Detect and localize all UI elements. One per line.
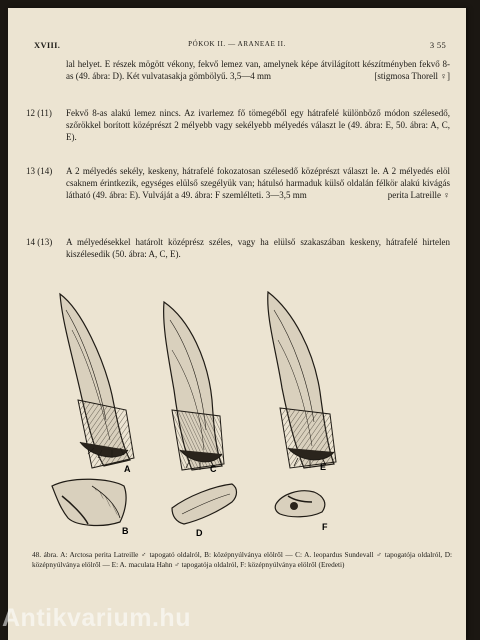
- entry-text: [66, 165, 450, 202]
- entry-result: perita Latreille ♀: [387, 190, 450, 201]
- entry-number: 12 (11): [26, 108, 52, 118]
- apophysis-drawing-d: [172, 484, 237, 524]
- entry-text: A mélyedésekkel határolt középrész széles, vagy ha elülső szakaszában keskeny, hátrafelé hirtelen kiszélesedik (50. ábra: A, C, E).: [66, 237, 450, 260]
- book-page: [8, 8, 466, 640]
- palp-drawing-c: [164, 302, 224, 470]
- palp-drawing-e: [268, 292, 336, 468]
- entry-text: Fekvő 8-as alakú lemez nincs. Az ivarlemez fő tömegéből egy hátrafelé különböző módon szélesedő, szőrökkel borított középrészt 2 mélyebb vagy sekélyebb mélyedés választ le (49. ábra: E, 50. ábra: A, C, E).: [66, 108, 450, 143]
- apophysis-drawing-b: [52, 479, 126, 525]
- key-entry-14: [26, 236, 450, 260]
- palp-drawing-a: [60, 294, 134, 468]
- key-entry-12: [26, 107, 450, 144]
- entry-text-body: A 2 mélyedés sekély, keskeny, hátrafelé fokozatosan szélesedő középrészt választ le. A 2 mélyedés elöl csaknem érintkezik, egységes elülső szegélyük van; hátulsó harmaduk külső oldalán félkör alakú kivágás látható (49. ábra: E). Vulváját a 49. ábra: F szemlélteti. 3—3,5 mm: [66, 166, 450, 201]
- figure-label-c: C: [210, 464, 217, 474]
- apophysis-drawing-f: [275, 491, 325, 517]
- entry-number: 14 (13): [26, 237, 53, 247]
- intro-paragraph: [66, 58, 450, 82]
- figure-label-b: B: [122, 526, 129, 536]
- key-entry-13: [26, 165, 450, 202]
- intro-text: lal helyet. E részek mögött vékony, fekvő lemez van, amelynek képe átvilágított készítményben fekvő 8-as (49. ábra: D). Két vulvatasakja gömbölyű. 3,5—4 mm: [66, 59, 450, 82]
- chapter-number: XVIII.: [34, 40, 61, 50]
- intro-result: [stigmosa Thorell ♀]: [374, 71, 450, 82]
- figure-label-d: D: [196, 528, 203, 538]
- figure-caption: 48. ábra. A: Arctosa perita Latreille ♂ tapogató oldalról, B: középnyúlványa elölről — C: A. leopardus Sundevall ♂ tapogatója oldalról, D: középnyúlványa elölről — E: A. maculata Hahn ♂ tapogatója oldalról, F: középnyúlványa elölről (Eredeti): [32, 550, 452, 569]
- entry-number: 13 (14): [26, 166, 53, 176]
- running-title: PÓKOK II. — ARANEAE II.: [188, 40, 286, 48]
- figure-label-a: A: [124, 464, 131, 474]
- figure-48-illustration: [32, 290, 452, 538]
- watermark-text: Antikvarium.hu: [2, 604, 191, 632]
- figure-label-f: F: [322, 522, 328, 532]
- page-number: 3 55: [429, 40, 446, 50]
- figure-label-e: E: [320, 462, 327, 472]
